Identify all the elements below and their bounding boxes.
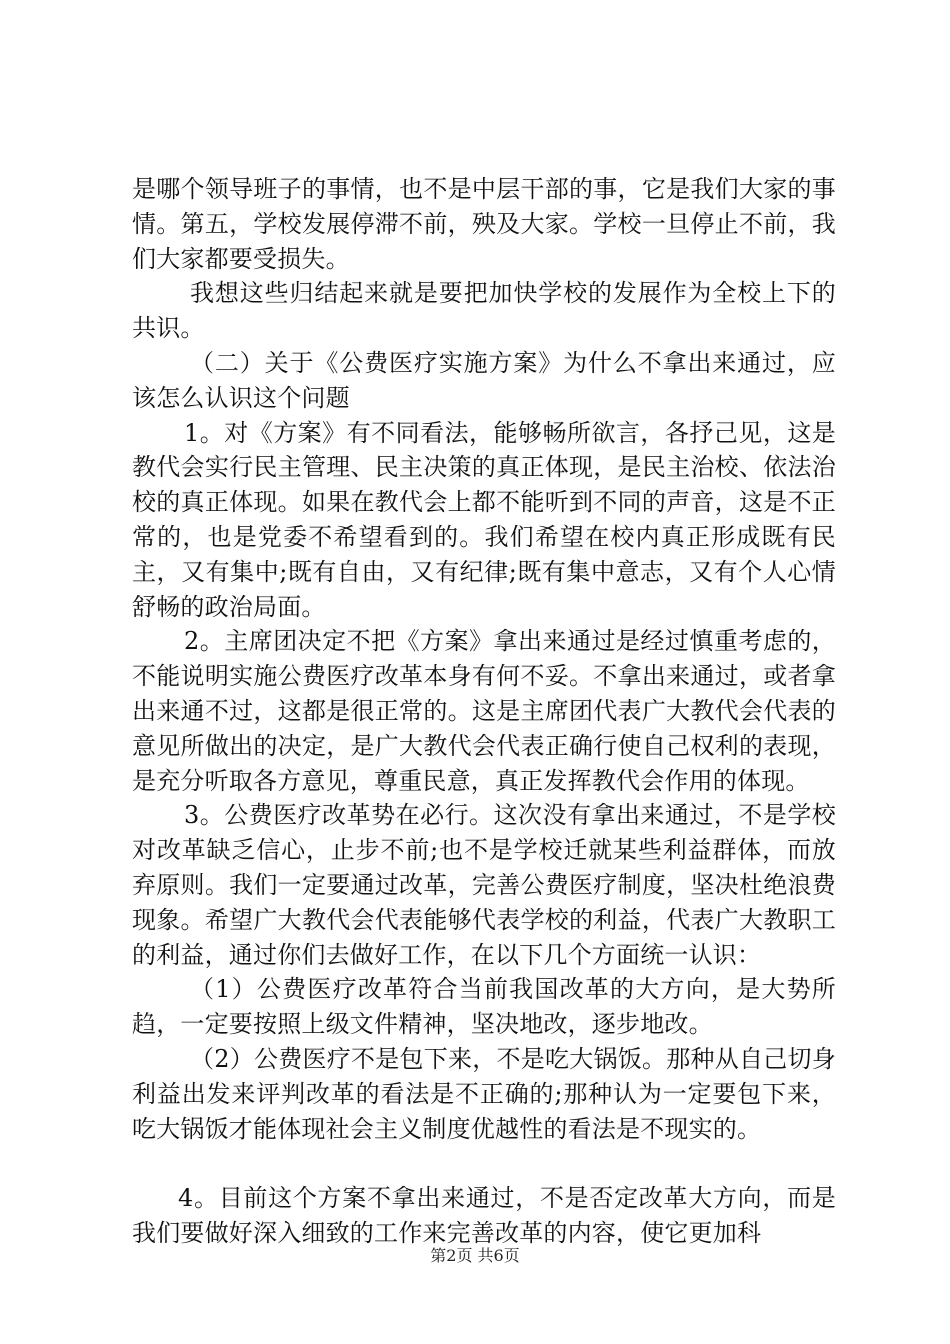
page-number-footer: 第2页 共6页 (430, 1246, 520, 1265)
paragraph-consensus: 我想这些归结起来就是要把加快学校的发展作为全校上下的共识。 (132, 279, 836, 343)
paragraph-point-2: 2。主席团决定不把《方案》拿出来通过是经过慎重考虑的，不能说明实施公费医疗改革本身有何不妥。不拿出来通过，或者拿出来通不过，这都是很正常的。这是主席团代表广大教代会代表的意见所做出的决定，是广大教代会代表正确行使自己权利的表现，是充分听取各方意见，尊重民意，真正发挥教代会作用的体现。 (132, 627, 836, 795)
paragraph-point-4: 4。目前这个方案不拿出来通过，不是否定改革大方向，而是我们要做好深入细致的工作来完善改革的内容，使它更加科 (132, 1184, 836, 1247)
section-heading-2: （二）关于《公费医疗实施方案》为什么不拿出来通过，应该怎么认识这个问题 (132, 348, 836, 412)
paragraph-gap (132, 1146, 836, 1181)
document-body (132, 172, 836, 1251)
paragraph-subpoint-1: （1）公费医疗改革符合当前我国改革的大方向，是大势所趋，一定要按照上级文件精神，坚决地改，逐步地改。 (132, 975, 836, 1039)
paragraph-continuation: 是哪个领导班子的事情，也不是中层干部的事，它是我们大家的事情。第五，学校发展停滞不前，殃及大家。学校一旦停止不前，我们大家都要受损失。 (132, 175, 836, 273)
paragraph-point-1: 1。对《方案》有不同看法，能够畅所欲言，各抒己见，这是教代会实行民主管理、民主决策的真正体现，是民主治校、依法治校的真正体现。如果在教代会上都不能听到不同的声音，这是不正常的，也是党委不希望看到的。我们希望在校内真正形成既有民主，又有集中;既有自由，又有纪律;既有集中意志，又有个人心情舒畅的政治局面。 (132, 418, 836, 621)
paragraph-point-3: 3。公费医疗改革势在必行。这次没有拿出来通过，不是学校对改革缺乏信心，止步不前;也不是学校迁就某些利益群体，而放弃原则。我们一定要通过改革，完善公费医疗制度，坚决杜绝浪费现象。希望广大教代会代表能够代表学校的利益，代表广大教职工的利益，通过你们去做好工作，在以下几个方面统一认识： (132, 801, 836, 969)
paragraph-subpoint-2: （2）公费医疗不是包下来，不是吃大锅饭。那种从自己切身利益出发来评判改革的看法是不正确的;那种认为一定要包下来，吃大锅饭才能体现社会主义制度优越性的看法是不现实的。 (132, 1044, 836, 1143)
